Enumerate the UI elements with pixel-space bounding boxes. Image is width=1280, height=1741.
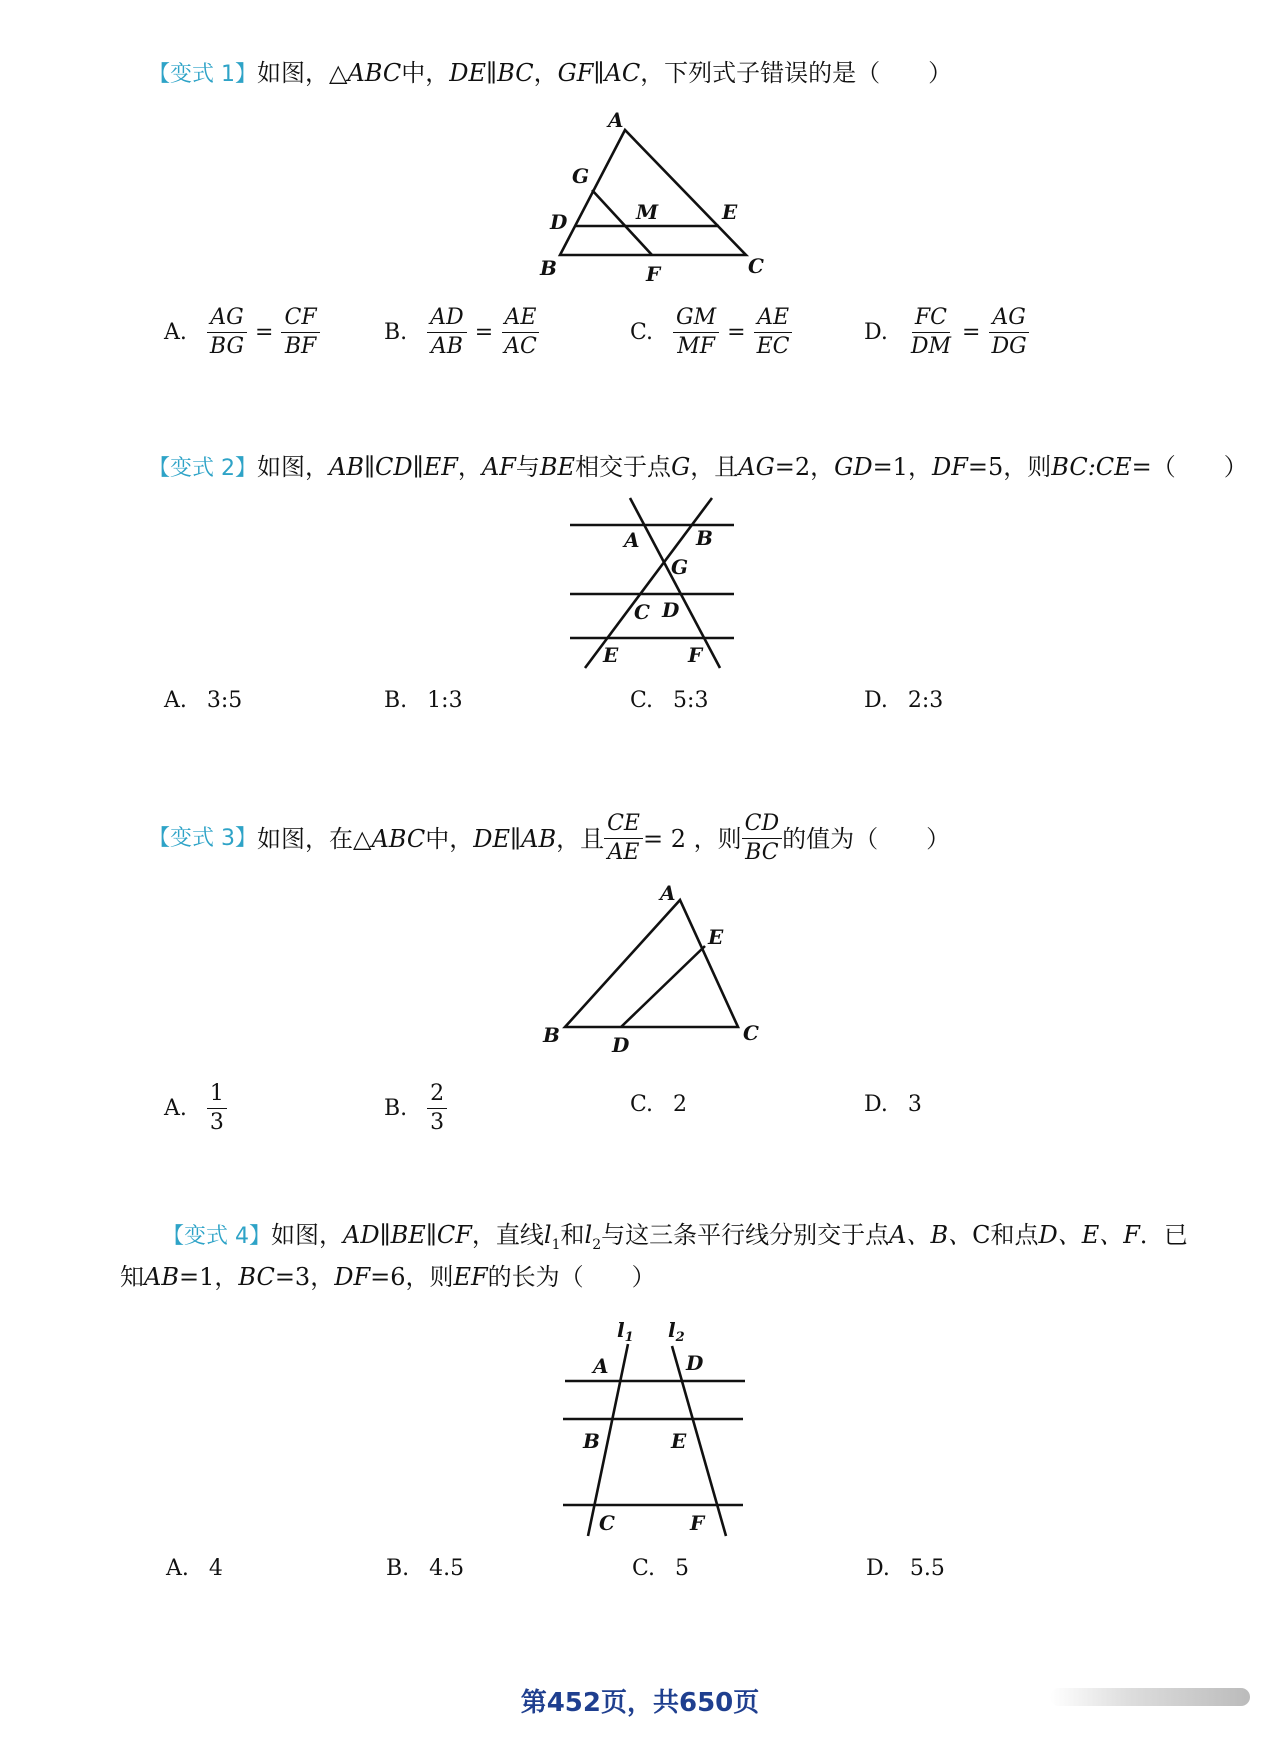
- point-label-e: E: [722, 200, 738, 224]
- q4-option-d[interactable]: D. 5.5: [866, 1556, 945, 1581]
- point-label-d: D: [612, 1033, 630, 1057]
- q3-option-b[interactable]: B. $\frac{2}{3}$: [384, 1080, 447, 1137]
- q2-option-d[interactable]: D. 2:3: [864, 688, 944, 713]
- point-label-b: B: [543, 1023, 560, 1047]
- point-label-d: D: [550, 210, 568, 234]
- line-label-l2: $l_2$: [668, 1318, 685, 1345]
- page-number-footer: 第452页，共650页: [520, 1688, 760, 1718]
- point-label-f: F: [690, 1511, 705, 1535]
- q1-option-d[interactable]: D. $\frac{FC}{DM}$ = $\frac{AG}{DG}$: [864, 304, 1030, 361]
- fraction-ce-over-ae: $\frac{CE}{AE}$: [604, 810, 643, 867]
- point-label-f: F: [646, 262, 661, 286]
- point-label-b: B: [540, 256, 557, 280]
- point-label-c: C: [743, 1021, 759, 1045]
- q1-option-a[interactable]: A. $\frac{AG}{BG}$ = $\frac{CF}{BF}$: [164, 304, 320, 361]
- point-label-m: M: [636, 200, 659, 224]
- point-label-a: A: [608, 108, 624, 132]
- point-label-g: G: [572, 164, 590, 188]
- q1-option-c[interactable]: C. $\frac{GM}{MF}$ = $\frac{AE}{EC}$: [630, 304, 793, 361]
- q2-option-b[interactable]: B. 1:3: [384, 688, 463, 713]
- point-label-b: B: [583, 1429, 600, 1453]
- q4-option-a[interactable]: A. 4: [166, 1556, 223, 1581]
- point-label-a: A: [660, 881, 676, 905]
- question-2-tag: 【变式 2】: [148, 456, 257, 481]
- question-1-stem: 【变式 1】如图，△ABC中，DE∥BC，GF∥AC，下列式子错误的是（ ）: [148, 59, 953, 87]
- q3-option-d[interactable]: D. 3: [864, 1092, 922, 1117]
- fraction-cd-over-bc: $\frac{CD}{BC}$: [742, 810, 782, 867]
- point-label-f: F: [688, 643, 703, 667]
- question-1-tag: 【变式 1】: [148, 62, 257, 87]
- question-4-stem-line-2: 知AB=1，BC=3，DF=6，则EF的长为（ ）: [120, 1263, 656, 1291]
- question-4-stem-line-1: 【变式 4】如图，AD∥BE∥CF，直线$l_1$和$l_2$与这三条平行线分别交于点A、B、C和点D、E、F．已: [162, 1221, 1188, 1253]
- question-4-tag: 【变式 4】: [162, 1224, 271, 1249]
- q1-option-b[interactable]: B. $\frac{AD}{AB}$ = $\frac{AE}{AC}$: [384, 304, 540, 361]
- q4-option-b[interactable]: B. 4.5: [386, 1556, 465, 1581]
- q3-option-a[interactable]: A. $\frac{1}{3}$: [164, 1080, 227, 1137]
- point-label-d: D: [686, 1351, 704, 1375]
- point-label-b: B: [696, 526, 713, 550]
- point-label-e: E: [603, 643, 619, 667]
- scroll-indicator[interactable]: [1050, 1688, 1250, 1706]
- question-3-stem: 【变式 3】 如图，在△ ABC 中， DE ∥ AB ，且 $\frac{CE}{AE}$ = 2 ，则 $\frac{CD}{BC}$ 的值为（ ）: [148, 811, 951, 865]
- question-2-stem: 【变式 2】如图，AB∥CD∥EF，AF与BE相交于点G，且AG=2，GD=1，DF=5，则BC:CE=（ ）: [148, 453, 1248, 481]
- point-label-c: C: [748, 254, 764, 278]
- point-label-a: A: [624, 528, 640, 552]
- q4-option-c[interactable]: C. 5: [632, 1556, 690, 1581]
- point-label-d: D: [662, 598, 680, 622]
- q2-option-c[interactable]: C. 5:3: [630, 688, 709, 713]
- question-3-tag: 【变式 3】: [148, 825, 257, 851]
- point-label-a: A: [593, 1354, 609, 1378]
- q2-option-a[interactable]: A. 3:5: [164, 688, 243, 713]
- q3-option-c[interactable]: C. 2: [630, 1092, 688, 1117]
- line-label-l1: $l_1$: [617, 1318, 634, 1345]
- point-label-c: C: [634, 600, 650, 624]
- point-label-e: E: [671, 1429, 687, 1453]
- point-label-e: E: [708, 925, 724, 949]
- point-label-c: C: [599, 1511, 615, 1535]
- point-label-g: G: [671, 555, 689, 579]
